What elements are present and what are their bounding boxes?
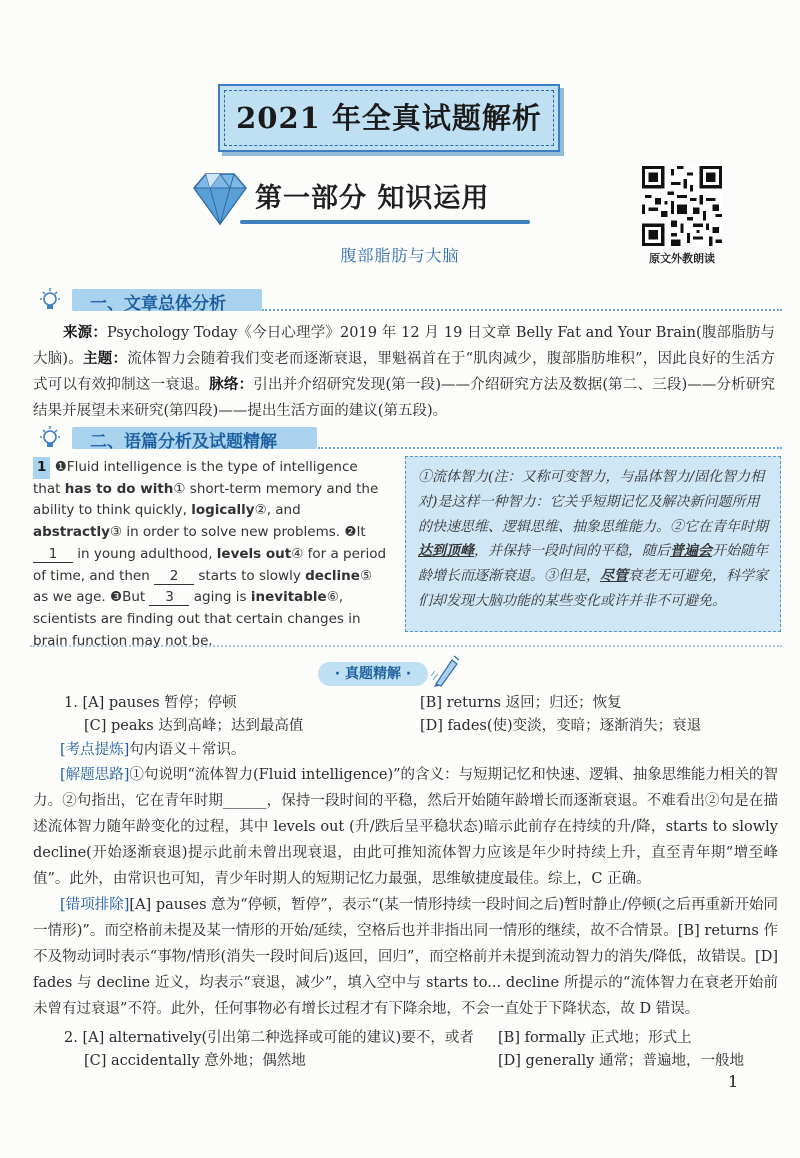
q2-option-c[interactable]: [C] accidentally 意外地；偶然地: [84, 1053, 306, 1069]
paichu-tag: [错项排除]: [60, 897, 130, 913]
blank-1[interactable]: 1: [33, 546, 73, 563]
blank-2[interactable]: 2: [154, 568, 194, 585]
part-title-text: 第一部分 知识运用: [255, 183, 490, 214]
key-phrase: abstractly: [33, 524, 110, 541]
q1-option-b[interactable]: [B] returns 返回；归还；恢复: [420, 695, 622, 711]
key-phrase: levels out: [216, 545, 292, 562]
kaodian-text: 句内语义＋常识。: [129, 742, 246, 758]
q1-option-c[interactable]: [C] peaks 达到高峰；达到最高值: [84, 718, 304, 734]
q2-option-b[interactable]: [B] formally 正式地；形式上: [498, 1030, 692, 1046]
overview-paragraph: [33, 320, 775, 424]
translation-segment: 开始随年龄增长而逐渐衰退。③但是，: [418, 543, 768, 585]
passage-text: ⑥, scientists are finding out that certain changes in brain function may not be.: [33, 589, 361, 649]
translation-highlight: 普遍会: [670, 543, 712, 560]
page-number: 1: [728, 1072, 739, 1091]
paichu-paragraph: [33, 892, 778, 1022]
passage-text: ⑤ as we age. ❸But: [33, 567, 373, 606]
translation-box: [405, 456, 781, 632]
translation-highlight: 达到顶峰: [418, 543, 474, 560]
translation-highlight: 尽管: [600, 568, 628, 585]
context-text: 引出并介绍研究发现(第一段)——介绍研究方法及数据(第二、三段)——分析研究结果并展望未来研究(第四段)——提出生活方面的建议(第五段)。: [33, 377, 775, 419]
passage-text: starts to slowly: [194, 567, 306, 584]
dotted-divider: [30, 645, 782, 647]
paichu-text: [A] pauses 意为“停顿，暂停”，表示“(某一情形持续一段时间之后)暂时静止/停顿(之后再重新开始同一情形)”。而空格前未提及某一情形的开始/延续，空格后也并非指出同一情形的继续，故不合情景。[B] returns 作不及物动词时表示“事物/情形(消失一段时间后)返回，回归”，而空格前并未提到流动智力的消失/降低，故错误。[D] fades 与 decline 近义，均表示“衰退，减少”，填入空中与 starts to... decline 所提示的“流体智力在衰老开始前未曾有过衰退”不符。此外，任何事物必有增长过程才有下降余地，不会一直处于下降状态，故 D 错误。: [33, 897, 778, 1017]
silu-tag: [解题思路]: [60, 767, 130, 783]
kaodian-line: [60, 737, 780, 763]
source-text: Psychology Today《今日心理学》2019 年 12 月 19 日文章 Belly Fat and Your Brain(腹部脂肪与大脑)。: [33, 325, 776, 367]
source-label: 来源：: [63, 324, 108, 341]
passage-text: ① short-term memory and the ability to think quickly,: [33, 480, 379, 519]
key-phrase: logically: [191, 502, 255, 519]
passage-text: in young adulthood,: [73, 545, 217, 562]
qr-code-icon[interactable]: [642, 166, 722, 246]
paragraph-number: 1: [33, 457, 50, 479]
q2-option-a[interactable]: 2. [A] alternatively(引出第二种选择或可能的建议)要不，或者: [64, 1030, 474, 1046]
lightbulb-icon: [30, 425, 66, 453]
translation-segment: ，并保持一段时间的平稳，随后: [474, 543, 670, 560]
section-header-2: [30, 425, 782, 451]
banner-title: 2021 年全真试题解析: [236, 101, 542, 135]
section-header-1: [30, 287, 782, 313]
exam-banner: [218, 84, 560, 152]
translation-segment: ①流体智力(注：又称可变智力，与晶体智力/固化智力相对)是这样一种智力：它关乎短期记忆及解决新问题所用的快速思维、逻辑思维、抽象思维能力。②它在青年时期: [418, 469, 768, 535]
translation-segment: 衰老无可避免，科学家们却发现大脑功能的某些变化或许并非不可避免。: [418, 568, 768, 609]
part-title: [255, 172, 525, 224]
section-1-title: 一、文章总体分析: [90, 294, 226, 314]
q1-option-a[interactable]: 1. [A] pauses 暂停；停顿: [64, 695, 237, 711]
passage-text: ③ in order to solve new problems. ❷It: [109, 524, 366, 541]
article-title: 腹部脂肪与大脑: [340, 246, 460, 265]
q2-option-d[interactable]: [D] generally 通常；普遍地，一般地: [498, 1053, 744, 1069]
passage-text: ④ for a period of time, and then: [33, 545, 387, 584]
key-phrase: inevitable: [250, 589, 327, 606]
passage-text: ❶Fluid intelligence is the type of intelligence that: [33, 459, 358, 497]
section-2-title: 二、语篇分析及试题精解: [90, 432, 277, 452]
kaodian-tag: [考点提炼]: [60, 742, 130, 758]
silu-text: ①句说明“流体智力(Fluid intelligence)”的含义：与短期记忆和快速、逻辑、抽象思维能力相关的智力。②句指出，它在青年时期______，保持一段时间的平稳，然后开始随年龄增长而逐渐衰退。不难看出②句是在描述流体智力随年龄变化的过程，其中 levels out (升/跌后呈平稳状态)暗示此前存在持续的升/降，starts to slowly decline(开始逐渐衰退)提示此前未曾出现衰退，由此可推知流体智力应该是年少时持续上升，直至青年期“增至峰值”。此外，由常识也可知，青少年时期人的短期记忆力最强，思维敏捷度最佳。综上，C 正确。: [33, 767, 778, 887]
theme-text: 流体智力会随着我们变老而逐渐衰退，罪魁祸首在于“肌肉减少，腹部脂肪堆积”，因此良好的生活方式可以有效抑制这一衰退。: [33, 351, 775, 393]
blank-3[interactable]: 3: [149, 589, 189, 606]
silu-paragraph: [33, 762, 778, 892]
theme-label: 主题：: [83, 350, 128, 367]
passage-text: ②, and: [254, 502, 301, 519]
passage-paragraph: [33, 457, 389, 652]
lightbulb-icon: [30, 287, 66, 315]
qr-label: 原文外教朗读: [649, 252, 715, 265]
key-phrase: decline: [305, 567, 360, 584]
context-label: 脉络：: [209, 376, 254, 393]
zhenti-label: · 真题精解 ·: [318, 662, 428, 686]
passage-text: aging is: [189, 589, 251, 606]
key-phrase: has to do with: [64, 480, 174, 497]
q1-option-d[interactable]: [D] fades(使)变淡，变暗；逐渐消失；衰退: [420, 718, 702, 734]
pen-icon: [430, 654, 462, 688]
translation-text: [418, 465, 770, 614]
